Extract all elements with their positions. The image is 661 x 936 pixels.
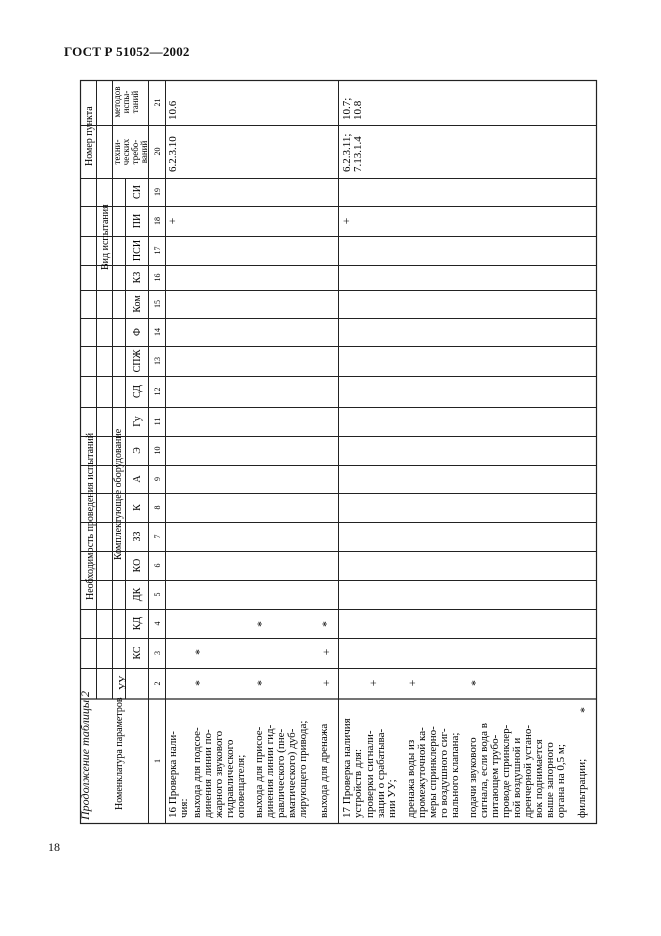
header-tech-requirements: техни-ческихтребо-ваний [112, 138, 149, 166]
param-17-title: 17 Проверка наличияустройств для: [341, 718, 364, 818]
param-17-item-3: подачи звуковогосигнала, если вода впитающем трубо-проводе спринклер-ной воздушной идренчерной устано-вок поднимаетсявыше запорногооргана на 0,5 м; [467, 723, 567, 818]
column-label: Ком [132, 295, 143, 313]
plus-mark: + [405, 679, 419, 687]
column-label: Гу [132, 416, 143, 427]
column-label: СД [132, 385, 143, 398]
star-mark: * [577, 707, 591, 713]
column-numbers [153, 99, 162, 764]
star-mark: * [254, 680, 268, 686]
column-number: 10 [153, 446, 162, 455]
row16-tech-clause: 6.2.3.10 [167, 136, 179, 172]
column-label: КО [132, 558, 143, 573]
column-number: 15 [153, 300, 162, 308]
row17-tech-clause: 6.2.3.11;7.13.1.4 [341, 133, 364, 172]
column-label: СИ [132, 185, 143, 199]
document-header: ГОСТ Р 51052—2002 [64, 44, 190, 59]
param-17-item-2: дренажа воды изпромежуточной ка-меры спринклерно-го воздушного сиг-нального клапана; [405, 726, 461, 818]
column-number: 1 [153, 759, 162, 763]
multiline-cells [112, 86, 588, 819]
column-label: ДК [132, 587, 143, 602]
table-continuation-label: Продолжение таблицы 2 [78, 690, 92, 820]
column-label: КС [132, 646, 143, 660]
header-clause-number: Номер пункта [84, 106, 95, 166]
column-number: 2 [153, 681, 162, 686]
header-nomenclature: Номенклатура параметров [114, 697, 125, 810]
column-label: К [132, 504, 143, 511]
column-number: 20 [153, 147, 162, 156]
column-number: 18 [153, 217, 162, 225]
column-number: 21 [153, 98, 162, 107]
column-number: 8 [153, 505, 162, 510]
column-number: 17 [153, 246, 162, 255]
star-mark: * [192, 649, 206, 655]
param-16-title: 16 Проверка нали-чия: [167, 731, 190, 818]
param-16-item-3: выхода для дренажа [318, 723, 330, 818]
column-label: А [132, 475, 143, 483]
row17-method-clause: 10.7;10.8 [341, 97, 364, 120]
header-necessity: Необходимость проведения испытаний [85, 432, 96, 600]
column-number: 14 [153, 328, 162, 336]
param-17-item-1: проверки сигнали-зации о срабатыва-нии УУ; [364, 728, 398, 818]
star-mark: * [468, 680, 482, 686]
header-equipment: Комплектующее оборудование [113, 428, 124, 560]
column-label: СПЖ [132, 349, 143, 373]
plus-mark: + [366, 679, 380, 687]
column-number: 11 [153, 417, 162, 426]
column-label: КЗ [132, 271, 143, 284]
column-number: 6 [153, 563, 162, 568]
column-number: 16 [153, 273, 162, 282]
param-16-item-1: выхода для подсое-динения линии по-жарного звуковогогидравлическогооповещателя; [191, 727, 247, 818]
column-headers [132, 185, 143, 660]
star-mark: * [254, 621, 268, 627]
header-test-type: Вид испытания [100, 204, 111, 270]
column-label: КД [132, 616, 143, 631]
param-16-item-2: выхода для присое-динения линии гид-равлического (пне-вматического) дуб-лирующего привода; [253, 720, 309, 818]
column-label: ПСИ [132, 239, 143, 262]
column-label: Ф [132, 328, 143, 336]
star-mark: * [192, 680, 206, 686]
plus-mark: + [319, 679, 333, 687]
star-mark: * [319, 621, 333, 627]
page-number: 18 [48, 840, 60, 854]
column-number: 12 [153, 387, 162, 396]
column-number: 9 [153, 477, 162, 481]
plus-mark: + [319, 648, 333, 656]
column-number: 3 [153, 651, 162, 655]
column-label: ЗЗ [132, 531, 143, 542]
column-label: Э [132, 447, 143, 454]
header-test-methods: методовиспы-таний [112, 86, 140, 118]
column-number: 7 [153, 534, 162, 539]
row16-method-clause: 10.6 [167, 100, 179, 120]
plus-mark: + [165, 217, 179, 225]
column-number: 4 [153, 621, 162, 626]
param-17-item-4: фильтрации; [576, 758, 588, 818]
plus-mark: + [339, 217, 353, 225]
column-number: 5 [153, 592, 162, 597]
column-number: 19 [153, 188, 162, 196]
column-number: 13 [153, 357, 162, 365]
column-label: ПИ [132, 213, 143, 229]
header-uu: УУ [118, 675, 129, 690]
